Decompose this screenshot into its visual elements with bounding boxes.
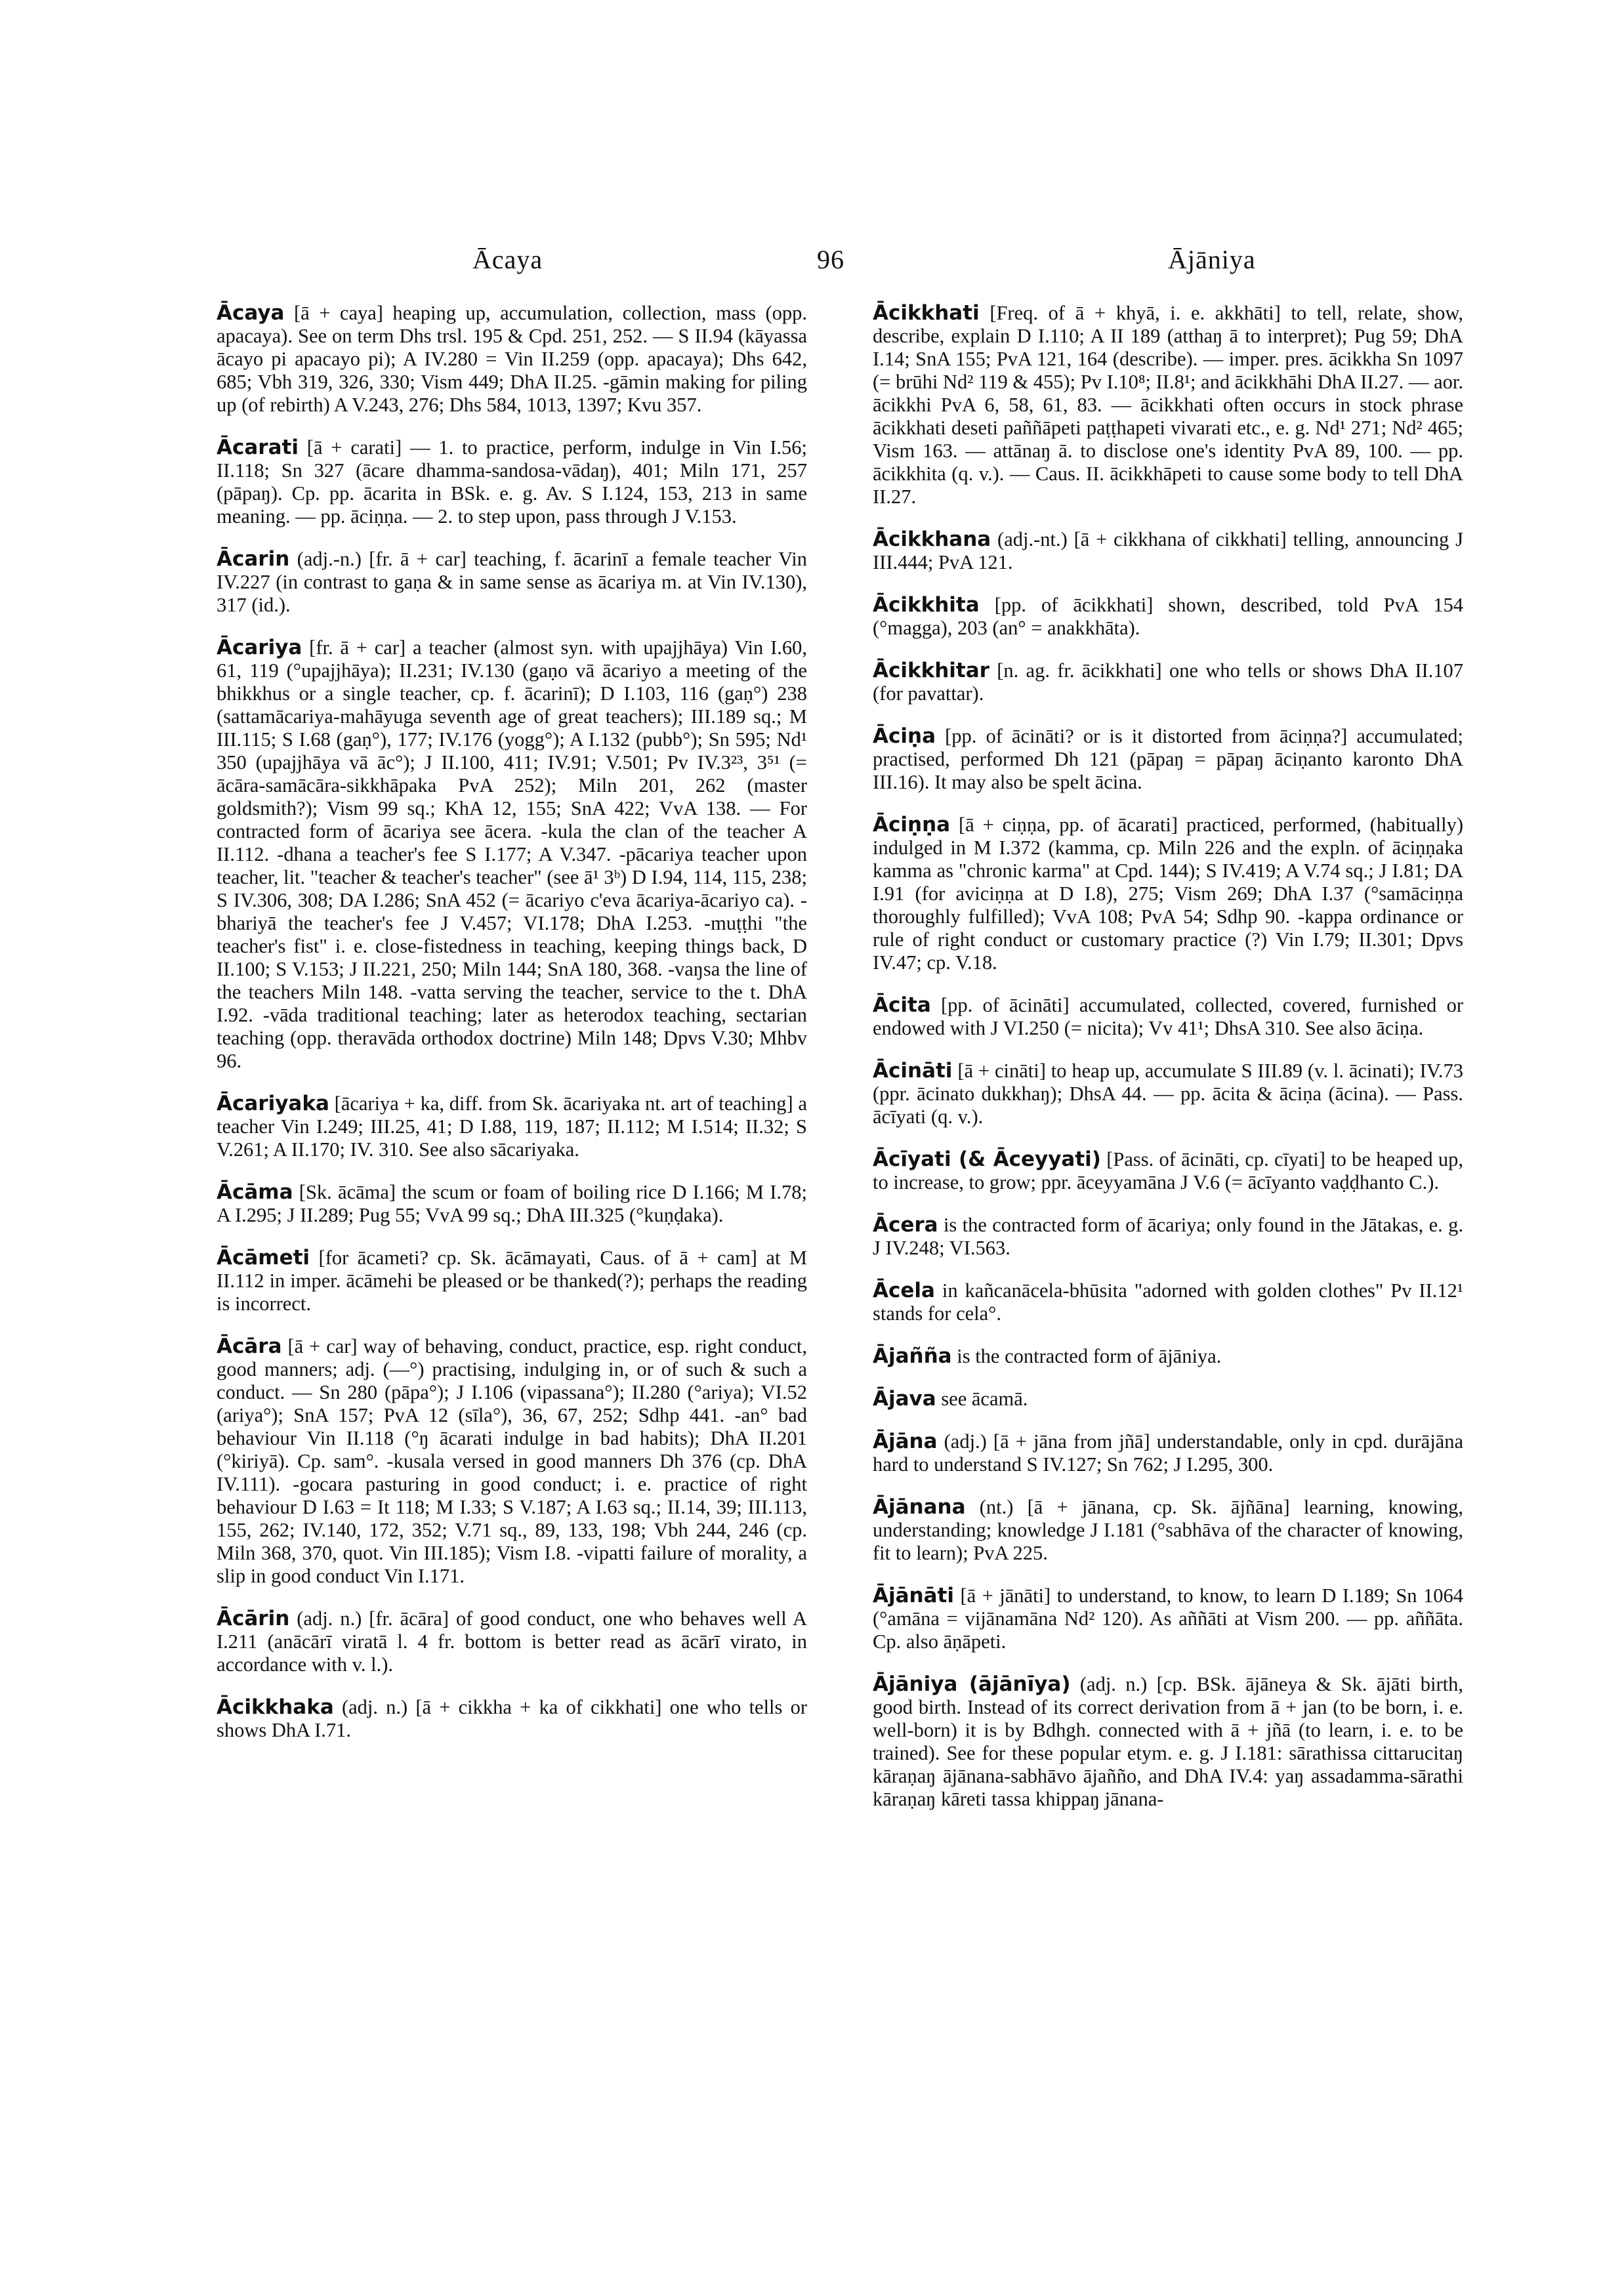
entry-headword: Ājāniya (ājānīya) (873, 1672, 1071, 1696)
entry-definition: [fr. ā + car] a teacher (almost syn. with upajjhāya) Vin I.60, 61, 119 (°upajjhāya); II.231; IV.130 (gaṇo vā ācariyo a meeting of the bhikkhus or a single teacher, cp. f. ācarinī); D I.103, 116 (gaṇ°) 238 (sattamācariya-mahāyuga seventh age of great teachers); III.189 sq.; M III.115; S I.68 (gaṇ°), 177; IV.176 (yogg°); A I.132 (pubb°); Sn 595; Nd¹ 350 (upajjhāya vā āc°); J II.100, 411; IV.91; V.501; Pv IV.3²³, 3⁵¹ (= ācāra-samācāra-sikkhāpaka PvA 252); Miln 201, 262 (master goldsmith?); Vism 99 sq.; KhA 12, 155; SnA 422; VvA 138. — For contracted form of ācariya see ācera. -kula the clan of the teacher A II.112. -dhana a teacher's fee S I.177; A V.347. -pācariya teacher upon teacher, lit. "teacher & teacher's teacher" (see ā¹ 3ᵇ) D I.94, 114, 115, 238; S IV.306, 308; DA I.286; SnA 452 (= ācariyo c'eva ācariya-ācariyo ca). -bhariyā the teacher's fee J V.457; VI.178; DhA I.253. -muṭṭhi "the teacher's fist" i. e. close-fistedness in teaching, keeping things back, D II.100; S V.153; J II.221, 250; Miln 144; SnA 180, 368. -vaŋsa the line of the teachers Miln 148. -vatta serving the teacher, service to the t. DhA I.92. -vāda traditional teaching; later as heterodox teaching, sectarian teaching (opp. theravāda orthodox doctrine) Miln 148; Dpvs V.30; Mhbv 96. (217, 636, 807, 1072)
entry-definition: [ā + jānāti] to understand, to know, to learn D I.189; Sn 1064 (°amāna = vijānamāna Nd² 120). As aññāti at Vism 200. — pp. aññāta. Cp. also āṇāpeti. (873, 1584, 1464, 1653)
entry-headword: Ācikkhita (873, 593, 980, 617)
dictionary-entry (873, 528, 1463, 574)
entry-headword: Ācāma (217, 1180, 293, 1204)
entry-headword: Ācariya (217, 636, 302, 659)
dictionary-entry (217, 1181, 807, 1227)
entry-headword: Ācāmeti (217, 1246, 310, 1270)
header-right-guideword: Ājāniya (1168, 245, 1256, 274)
entry-headword: Ājānāti (873, 1584, 954, 1607)
entry-headword: Ājava (873, 1387, 936, 1411)
entry-definition: [Sk. ācāma] the scum or foam of boiling rice D I.166; M I.78; A I.295; J II.289; Pug 55; VvA 99 sq.; DhA III.325 (°kuṇḍaka). (217, 1181, 808, 1226)
dictionary-entry (873, 1496, 1463, 1565)
dictionary-entry (217, 1696, 807, 1742)
entry-definition: (adj.-n.) [fr. ā + car] teaching, f. ācarinī a female teacher Vin IV.227 (in contrast to gaṇa & in same sense as ācariya m. at Vin IV.130), 317 (id.). (217, 548, 808, 616)
entry-definition: [n. ag. fr. ācikkhati] one who tells or shows DhA II.107 (for pavattar). (873, 659, 1464, 705)
dictionary-entry (873, 659, 1463, 705)
dictionary-entry (873, 1388, 1463, 1411)
entry-headword: Ācikkhati (873, 301, 980, 325)
entry-headword: Ācera (873, 1213, 938, 1237)
dictionary-entry (217, 548, 807, 617)
entry-headword: Ācikkhitar (873, 659, 989, 682)
dictionary-entry (873, 302, 1463, 508)
entry-headword: Ācarati (217, 436, 299, 459)
dictionary-entry (873, 1060, 1463, 1128)
entry-definition: [Freq. of ā + khyā, i. e. akkhāti] to tell, relate, show, describe, explain D I.110; A II 189 (atthaŋ ā to interpret); Pug 59; DhA I.14; SnA 155; PvA 121, 164 (describe). — imper. pres. ācikkha Sn 1097 (= brūhi Nd² 119 & 455); Pv I.10⁸; II.8¹; and ācikkhāhi DhA II.27. — aor. ācikkhi PvA 6, 58, 61, 83. — ācikkhati often occurs in stock phrase ācikkhati deseti paññāpeti paṭṭhapeti vivarati etc., e. g. Nd¹ 271; Nd² 465; Vism 163. — attānaŋ ā. to disclose one's identity PvA 89, 100. — pp. ācikkhita (q. v.). — Caus. II. ācikkhāpeti to cause some body to tell DhA II.27. (873, 302, 1463, 508)
dictionary-entry (217, 1607, 807, 1676)
entry-headword: Āciṇṇa (873, 813, 951, 837)
page-header (217, 244, 1444, 283)
entry-headword: Ācaya (217, 301, 285, 325)
dictionary-entry (873, 1345, 1463, 1368)
entry-definition: [ā + carati] — 1. to practice, perform, indulge in Vin I.56; II.118; Sn 327 (ācare dhamma-sandosa-vādaŋ), 401; Miln 171, 257 (pāpaŋ). Cp. pp. ācarita in BSk. e. g. Av. S I.124, 153, 213 in same meaning. — pp. āciṇṇa. — 2. to step upon, pass through J V.153. (217, 436, 808, 527)
dictionary-entry (217, 636, 807, 1073)
dictionary-entry (217, 1092, 807, 1161)
entry-definition: (nt.) [ā + jānana, cp. Sk. ājñāna] learning, knowing, understanding; knowledge J I.181 (°sabhāva of the character of knowing, fit to learn); PvA 225. (873, 1496, 1463, 1564)
dictionary-entry (873, 1673, 1463, 1811)
dictionary-entry (873, 594, 1463, 640)
dictionary-entry (873, 1279, 1463, 1325)
dictionary-entry (217, 436, 807, 528)
entry-definition: [pp. of ācināti? or is it distorted from āciṇṇa?] accumulated; practised, performed Dh 121 (pāpaŋ = pāpaŋ āciṇanto karonto DhA III.16). It may also be spelt ācina. (873, 725, 1463, 793)
dictionary-entry (217, 1247, 807, 1315)
entry-headword: Ācārin (217, 1607, 290, 1630)
dictionary-entry (873, 1214, 1463, 1260)
entry-definition: is the contracted form of ācariya; only found in the Jātakas, e. g. J IV.248; VI.563. (873, 1214, 1463, 1259)
page-number: 96 (817, 245, 844, 274)
left-column (217, 302, 807, 1762)
right-column (873, 302, 1463, 1830)
dictionary-entry (873, 994, 1463, 1040)
entry-definition: (adj. n.) [ā + cikkha + ka of cikkhati] one who tells or shows DhA I.71. (217, 1696, 807, 1741)
entry-definition: (adj.) [ā + jāna from jñā] understandable, only in cpd. durājāna hard to understand S IV.127; Sn 762; J I.295, 300. (873, 1430, 1463, 1476)
entry-headword: Ājañña (873, 1344, 952, 1368)
entry-headword: Ājāna (873, 1430, 938, 1453)
entry-headword: Ācita (873, 993, 931, 1017)
dictionary-entry (873, 814, 1463, 974)
dictionary-entry (873, 725, 1463, 794)
entry-headword: Ācāra (217, 1334, 282, 1358)
dictionary-entry (873, 1584, 1463, 1653)
entry-headword: Ācikkhana (873, 527, 991, 551)
entry-definition: [ā + cināti] to heap up, accumulate S III.89 (v. l. ācinati); IV.73 (ppr. ācinato dukkhaŋ); DhsA 44. — pp. ācita & āciṇa (ācina). — Pass. ācīyati (q. v.). (873, 1060, 1463, 1128)
entry-definition: [ā + ciṇṇa, pp. of ācarati] practiced, performed, (habitually) indulged in M I.372 (kamma, cp. Miln 226 and the expln. of āciṇṇaka kamma as "chronic karma" at Cpd. 144); S IV.419; A V.74 sq.; J I.81; DA I.91 (for aviciṇṇa at D I.8), 275; Vism 269; DhA I.37 (°samāciṇṇa thoroughly fulfilled); VvA 108; PvA 54; Sdhp 90. -kappa ordinance or rule of right conduct or customary practice (?) Vin I.79; II.301; Dpvs IV.47; cp. V.18. (873, 814, 1463, 974)
dictionary-entry (217, 302, 807, 417)
entry-definition: see ācamā. (941, 1388, 1028, 1410)
header-left-guideword: Ācaya (472, 245, 543, 274)
entry-definition: [pp. of ācikkhati] shown, described, told PvA 154 (°magga), 203 (an° = anakkhāta). (873, 594, 1464, 639)
entry-definition: [ācariya + ka, diff. from Sk. ācariyaka nt. art of teaching] a teacher Vin I.249; III.25, 41; D I.88, 119, 187; II.112; M I.514; II.32; S V.261; A II.170; IV. 310. See also sācariyaka. (217, 1092, 808, 1161)
dictionary-entry (873, 1430, 1463, 1476)
entry-headword: Ācela (873, 1279, 935, 1302)
entry-definition: [ā + caya] heaping up, accumulation, collection, mass (opp. apacaya). See on term Dhs trsl. 195 & Cpd. 251, 252. — S II.94 (kāyassa ācayo pi apacayo pi); A IV.280 = Vin II.259 (opp. apacaya); Dhs 642, 685; Vbh 319, 326, 330; Vism 449; DhA II.25. -gāmin making for piling up (of rebirth) A V.243, 276; Dhs 584, 1013, 1397; Kvu 357. (217, 302, 808, 416)
entry-headword: Āciṇa (873, 724, 936, 748)
entry-headword: Ācikkhaka (217, 1695, 334, 1719)
entry-definition: (adj.-nt.) [ā + cikkhana of cikkhati] telling, announcing J III.444; PvA 121. (873, 528, 1463, 573)
entry-definition: (adj. n.) [cp. BSk. ājāneya & Sk. ājāti birth, good birth. Instead of its correct derivation from ā + jan (to be born, i. e. well-born) it is by Bdhgh. connected with ā + jñā (to learn, i. e. to be trained). See for these popular etym. e. g. J I.181: sārathissa cittarucitaŋ kāraṇaŋ ājānana-sabhāvo ājañño, and DhA IV.4: yaŋ assadamma-sārathi kāraṇaŋ kāreti tassa khippaŋ jānana- (873, 1673, 1463, 1810)
dictionary-entry (217, 1335, 807, 1588)
entry-headword: Ācariyaka (217, 1092, 329, 1115)
entry-headword: Ācarin (217, 547, 290, 571)
entry-headword: Ācināti (873, 1059, 953, 1083)
entry-definition: [ā + car] way of behaving, conduct, practice, esp. right conduct, good manners; adj. (—°) practising, indulging in, or of such & such a conduct. — Sn 280 (pāpa°); J I.106 (vipassana°); II.280 (°ariya); VI.52 (ariya°); SnA 157; PvA 12 (sīla°), 36, 67, 252; Sdhp 441. -an° bad behaviour Vin II.118 (°ŋ ācarati indulge in bad habits); DhA II.201 (°kiriyā). Cp. sam°. -kusala versed in good manners Dh 376 (cp. DhA IV.111). -gocara pasturing in good conduct; i. e. practice of right behaviour D I.63 = It 118; M I.33; S V.187; A I.63 sq.; II.14, 39; III.113, 155, 262; IV.140, 172, 352; V.71 sq., 89, 133, 198; Vbh 244, 246 (cp. Miln 368, 370, quot. Vin III.185); Vism I.8. -vipatti failure of morality, a slip in good conduct Vin I.171. (217, 1335, 808, 1587)
entry-definition: is the contracted form of ājāniya. (957, 1345, 1222, 1367)
entry-headword: Ājānana (873, 1495, 966, 1519)
entry-definition: [for ācameti? cp. Sk. ācāmayati, Caus. of ā + cam] at M II.112 in imper. ācāmehi be pleased or be thanked(?); perhaps the reading is incorrect. (217, 1247, 808, 1315)
entry-headword: Ācīyati (& Āceyyati) (873, 1148, 1101, 1171)
entry-definition: [pp. of ācināti] accumulated, collected, covered, furnished or endowed with J VI.250 (= nicita); Vv 41¹; DhsA 310. See also āciṇa. (873, 994, 1463, 1039)
entry-definition: (adj. n.) [fr. ācāra] of good conduct, one who behaves well A I.211 (anācārī viratā l. 4 fr. bottom is better read as ācārī virato, in accordance with v. l.). (217, 1607, 807, 1676)
entry-definition: [Pass. of ācināti, cp. cīyati] to be heaped up, to increase, to grow; ppr. āceyyamāna J V.6 (= ācīyanto vaḍḍhanto C.). (873, 1148, 1463, 1193)
entry-definition: in kañcanācela-bhūsita "adorned with golden clothes" Pv II.12¹ stands for cela°. (873, 1279, 1464, 1325)
dictionary-entry (873, 1148, 1463, 1194)
